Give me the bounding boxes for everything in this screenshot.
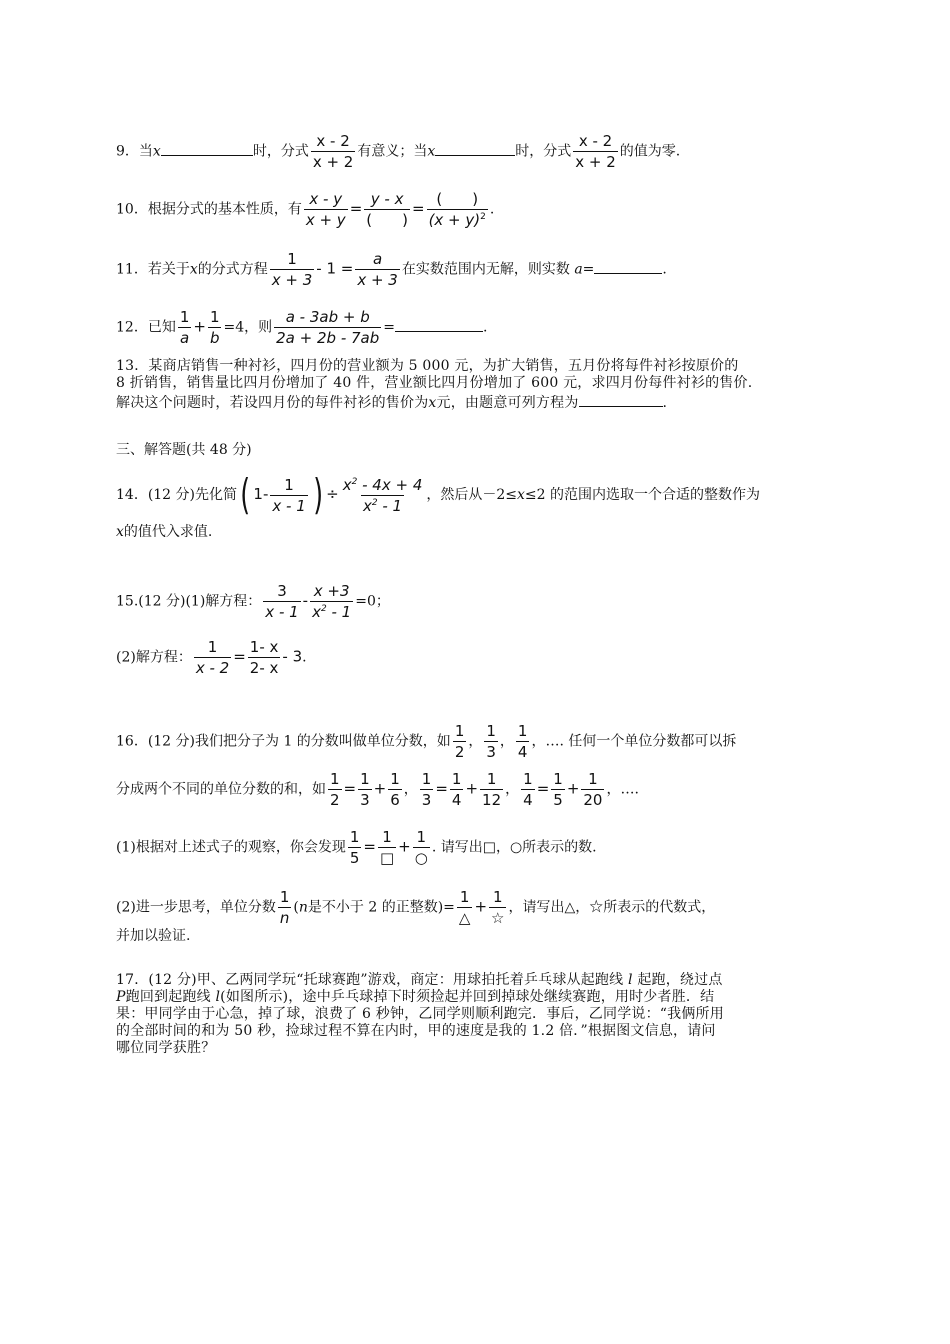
plus-sign: + (373, 779, 387, 798)
q11-fraction-1 (270, 250, 315, 289)
q11-text: 在实数范围内无解，则实数 (401, 261, 570, 278)
triangle-placeholder-icon: △ (458, 909, 471, 927)
fraction-numerator: 1 (492, 888, 503, 906)
q10-period: . (489, 201, 495, 218)
q12-blank[interactable] (395, 317, 483, 332)
q15-fraction-2 (310, 582, 353, 621)
fraction-denominator: 4 (523, 791, 533, 809)
equals-sign: = (349, 199, 363, 218)
q11-var: x (189, 261, 198, 278)
fraction-numerator: 1 (421, 770, 432, 788)
fraction-denominator: 4 (451, 791, 462, 809)
q16-text: (2)进一步思考，单位分数 (116, 899, 276, 916)
q16-var: n (298, 899, 308, 916)
q17-var: l (627, 972, 633, 988)
q16-example-2b (450, 770, 464, 809)
fraction-numerator: 3 (277, 582, 287, 600)
q17-var: P (116, 989, 126, 1005)
fraction-numerator: x - 2 (316, 132, 350, 150)
fraction-numerator: 1 (588, 770, 598, 788)
q11-operator: - 1 = (316, 259, 354, 278)
fraction-denominator: 3 (421, 791, 432, 809)
exponent: 2 (480, 212, 486, 222)
q17-text: (如图所示)，途中乒乓球掉下时须捡起并回到掉球处继续赛跑，用时少者胜．结 (220, 989, 715, 1005)
fraction-denominator: x - 1 (272, 496, 306, 515)
question-14 (116, 470, 761, 519)
q15-fraction-3 (194, 638, 231, 677)
fraction-denominator: x - 2 (195, 659, 230, 677)
q9-text: 时，分式 (252, 143, 309, 160)
q11-text: 11．若关于 (116, 261, 190, 278)
q12-fraction-2 (208, 308, 222, 347)
q9-text: 时，分式 (515, 143, 572, 160)
fraction-numerator: 1 (486, 770, 497, 788)
q13-line-1: 13．某商店销售一种衬衫，四月份的营业额为 5 000 元，为扩大销售，五月份将每件衬衫按原价的 (116, 358, 739, 374)
denominator-base: (x + y) (428, 211, 481, 229)
q11-blank[interactable] (594, 259, 662, 274)
question-16-part-2 (116, 888, 715, 927)
fraction-numerator: 1 (349, 828, 360, 846)
fraction-denominator: 12 (482, 791, 502, 809)
fraction-denominator (361, 495, 404, 515)
q14-var: x (116, 524, 124, 540)
q11-text: = (582, 261, 595, 278)
q16-p2-fraction (278, 888, 292, 927)
q16-unit-fraction-2 (484, 722, 498, 761)
left-paren: ( (240, 470, 251, 519)
fraction-denominator: x + 3 (271, 271, 313, 289)
right-paren: ) (313, 470, 323, 519)
q9-blank-2[interactable] (435, 141, 515, 156)
q14-text: ，然后从－2≤ (426, 487, 518, 503)
exponent: 2 (320, 604, 327, 614)
fraction-denominator: 2 (454, 743, 465, 761)
q16-example-1c (388, 770, 402, 809)
q16-unit-fraction-1 (453, 722, 467, 761)
q14-text: 的值代入求值. (123, 524, 213, 540)
fraction-numerator: x +3 (313, 582, 350, 600)
fraction-numerator: a - 3ab + b (285, 308, 370, 326)
q11-fraction-2 (355, 250, 400, 289)
minus-sign: - (302, 591, 309, 610)
q17-line-2 (116, 989, 840, 1006)
question-12 (116, 308, 487, 347)
q16-text: (1)根据对上述式子的观察，你会发现 (116, 839, 346, 856)
q9-var: x (427, 143, 436, 160)
fraction-numerator[interactable]: ( ) (436, 190, 479, 208)
q13-period: . (662, 395, 668, 411)
section-3-heading: 三、解答题(共 48 分) (116, 442, 252, 458)
q13-text: 解决这个问题时，若设四月份的每件衬衫的售价为 (116, 395, 429, 411)
q12-fraction-3 (274, 308, 381, 347)
equals-sign: = (435, 779, 448, 798)
q9-text: 的值为零. (619, 143, 681, 160)
fraction-numerator: 1 (330, 770, 340, 788)
q16-example-1b (358, 770, 372, 809)
fraction-numerator: 1 (279, 888, 290, 906)
fraction-denominator: 6 (390, 791, 400, 809)
q12-text: = (383, 319, 395, 336)
fraction-denominator: x + 2 (312, 153, 354, 171)
fraction-numerator: 1 (390, 770, 400, 788)
q16-example-1 (328, 770, 342, 809)
fraction-denominator: 4 (517, 743, 528, 761)
q14-text: ≤2 的范围内选取一个合适的整数作为 (524, 487, 761, 503)
q15-expression: - 3 (282, 647, 303, 666)
q9-fraction-2 (573, 132, 618, 171)
fraction-denominator: 5 (553, 791, 563, 809)
q15-fraction-4 (248, 638, 281, 677)
q14-expression: 1- (253, 485, 269, 503)
q17-text: 17．(12 分)甲、乙两同学玩“托球赛跑”游戏，商定：用球拍托着乒乓球从起跑线 (116, 972, 624, 988)
plus-sign: + (193, 317, 206, 336)
fraction-numerator: 1 (287, 250, 297, 268)
q11-text: 的分式方程 (197, 261, 268, 278)
q16-text: ，…. 任何一个单位分数都可以拆 (531, 733, 737, 750)
fraction-denominator: a (180, 329, 190, 347)
q16-text: ，…. (606, 781, 639, 798)
equals-sign: = (363, 837, 376, 856)
question-11 (116, 250, 667, 289)
fraction-denominator[interactable]: ( ) (366, 211, 408, 229)
fraction-numerator: x - y (309, 190, 343, 208)
plus-sign: + (566, 779, 580, 798)
divide-sign: ÷ (326, 485, 339, 503)
q16-unit-fraction-3 (516, 722, 530, 761)
question-16-part-1 (116, 828, 597, 867)
fraction-numerator: 1 (454, 722, 465, 740)
q10-fraction-1 (304, 190, 348, 229)
fraction-numerator: 1 (517, 722, 528, 740)
equals-sign: = (411, 199, 425, 218)
q16-example-3 (521, 770, 535, 809)
q15-text: 15.(12 分)(1)解方程： (116, 593, 262, 610)
term: x (342, 475, 352, 494)
q15-fraction-1 (263, 582, 300, 621)
q13-line-3 (116, 392, 840, 412)
question-17 (116, 972, 840, 1057)
q16-p2-triangle-fraction (457, 888, 473, 927)
fraction-numerator: y - x (370, 190, 404, 208)
fraction-denominator (310, 601, 353, 621)
exponent: 2 (351, 476, 358, 487)
question-15-part-2 (116, 638, 307, 677)
plus-sign: + (398, 837, 411, 856)
q10-text: 10．根据分式的基本性质，有 (116, 201, 302, 218)
q10-fraction-3 (427, 190, 488, 229)
fraction-denominator: 2- x (249, 659, 279, 677)
q16-p1-fraction (348, 828, 362, 867)
circle-placeholder-icon: ○ (414, 849, 428, 867)
fraction-numerator: 1 (360, 770, 370, 788)
q12-text: 12．已知 (116, 319, 176, 336)
q17-text: 跑回到起跑线 (125, 989, 211, 1005)
question-10 (116, 190, 494, 229)
question-15-part-1 (116, 582, 390, 621)
q12-period: . (483, 319, 488, 336)
fraction-numerator: 1 (209, 308, 220, 326)
q13-blank[interactable] (579, 392, 663, 407)
fraction-numerator: x - 2 (578, 132, 613, 150)
q9-blank-1[interactable] (161, 141, 253, 156)
fraction-numerator: 1 (553, 770, 563, 788)
fraction-denominator: 20 (583, 791, 603, 809)
q16-example-2 (420, 770, 434, 809)
q16-text: ，请写出△，☆所表示的代数式， (508, 899, 716, 916)
q16-p1-circle-fraction (413, 828, 430, 867)
fraction-denominator: b (209, 329, 220, 347)
q16-p2-star-fraction (489, 888, 506, 927)
q17-var: l (215, 989, 221, 1005)
q16-example-3b (551, 770, 565, 809)
fraction-numerator: 1 (459, 888, 470, 906)
question-13 (116, 358, 840, 412)
q15-text: (2)解方程： (116, 649, 192, 666)
q13-text: 元，由题意可列方程为 (436, 395, 579, 411)
q14-text: 14．(12 分)先化简 (116, 487, 238, 503)
term: - 1 (377, 496, 403, 515)
q9-var: x (152, 143, 161, 160)
equals-sign: = (536, 779, 550, 798)
question-16-line-2: 分成两个不同的单位分数的和，如 $\frac{1}{2}$ = $\frac{1}{3}$ + $\frac{1}{6}$ ， $\frac{1}{3}$ = $\frac{1}{4}$ + $\frac{1}{12}$ ， $\frac{1}{4}$ = $\frac{1}{5}$ + $\frac{1}{20}$ ，…. (116, 770, 639, 809)
equals-sign: = (343, 779, 357, 798)
fraction-denominator (427, 209, 488, 229)
exponent: 2 (371, 497, 378, 508)
q16-example-2c (480, 770, 503, 809)
q16-text: 分成两个不同的单位分数的和，如 (116, 781, 326, 798)
q10-fraction-2 (364, 190, 410, 229)
q17-text: 起跑，绕过点 (637, 972, 723, 988)
plus-sign: + (465, 779, 479, 798)
fraction-denominator: x + y (305, 211, 346, 229)
fraction-numerator: 1 (179, 308, 190, 326)
q12-fraction-1 (178, 308, 192, 347)
q12-text: =4，则 (223, 319, 273, 336)
fraction-numerator: 1 (486, 722, 496, 740)
q16-text: 是不小于 2 的正整数)= (307, 899, 455, 916)
term: x (362, 496, 372, 515)
equals-sign: = (233, 647, 246, 666)
q17-line-4: 的全部时间的和为 50 秒，捡球过程不算在内时，甲的速度是我的 1.2 倍．”根据图文信息，请问 (116, 1023, 716, 1039)
fraction-numerator: 1 (416, 828, 427, 846)
q15-text: =0； (355, 593, 390, 610)
fraction-denominator: x + 3 (357, 271, 398, 289)
question-16: 16．(12 分)我们把分子为 1 的分数叫做单位分数，如 $\frac{1}{2}$ ， $\frac{1}{3}$ ， $\frac{1}{4}$ ，…. 任何一个单位分数都可以拆 (116, 722, 737, 761)
fraction-denominator: x - 1 (265, 603, 299, 621)
term: - 4x + 4 (357, 475, 423, 494)
q16-text: . 请写出□，○所表示的数. (431, 839, 597, 856)
q14-fraction-2 (341, 476, 425, 515)
q16-text: ( (293, 899, 299, 916)
fraction-numerator: a (372, 250, 383, 268)
question-16-part-2-line-2: 并加以验证. (116, 928, 191, 944)
q13-line-2: 8 折销售，销售量比四月份增加了 40 件，营业额比四月份增加了 600 元，求四月份每件衬衫的售价. (116, 375, 753, 391)
fraction-denominator: 5 (349, 849, 360, 867)
q9-fraction-1 (311, 132, 356, 171)
fraction-numerator (341, 476, 425, 495)
term: x (312, 603, 321, 621)
q16-p1-square-fraction (378, 828, 396, 867)
q17-line-1 (116, 972, 840, 989)
q9-text: 9．当 (116, 143, 153, 160)
star-placeholder-icon: ☆ (491, 909, 505, 927)
q17-line-5: 哪位同学获胜？ (116, 1040, 216, 1056)
square-placeholder-icon: □ (379, 849, 395, 867)
fraction-numerator: 1 (382, 828, 392, 846)
q14-var: x (517, 487, 525, 503)
question-14-line-2 (116, 522, 212, 542)
fraction-numerator: 1 (284, 475, 294, 494)
fraction-numerator: 1 (451, 770, 462, 788)
fraction-denominator: 2 (330, 791, 340, 809)
q16-example-3c (581, 770, 604, 809)
fraction-denominator: x + 2 (575, 153, 616, 171)
q16-text: 16．(12 分)我们把分子为 1 的分数叫做单位分数，如 (116, 733, 451, 750)
fraction-numerator: 1- x (249, 638, 279, 656)
q15-period: . (302, 649, 307, 666)
fraction-denominator: 3 (486, 743, 496, 761)
q13-var: x (428, 395, 437, 411)
q11-var: a (574, 261, 583, 278)
fraction-numerator: 1 (523, 770, 533, 788)
fraction-numerator: 1 (207, 638, 218, 656)
question-9 (116, 132, 680, 171)
plus-sign: + (474, 897, 488, 916)
fraction-denominator: 2a + 2b - 7ab (276, 329, 380, 347)
term: - 1 (326, 603, 352, 621)
q14-fraction-1 (270, 476, 307, 515)
fraction-denominator: 3 (360, 791, 370, 809)
q11-period: . (662, 261, 667, 278)
q9-text: 有意义；当 (357, 143, 428, 160)
fraction-denominator: n (279, 909, 290, 927)
q17-line-3: 果：甲同学由于心急，掉了球，浪费了 6 秒钟，乙同学则顺利跑完．事后，乙同学说：“我俩所用 (116, 1006, 724, 1022)
